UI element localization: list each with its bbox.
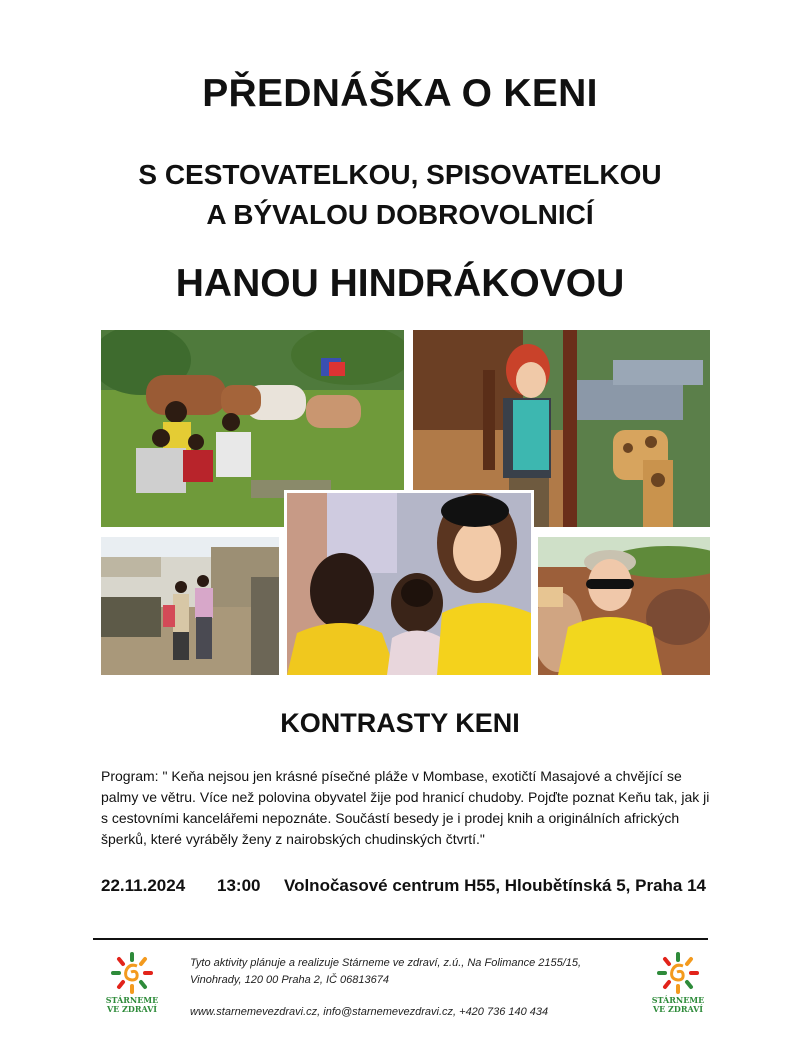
organizer-info: Tyto aktivity plánuje a realizuje Stárneme ve zdraví, z.ú., Na Folimance 2155/15, Vinohrady, 120 00 Praha 2, IČ 06813674: [190, 957, 582, 986]
section-title: KONTRASTY KENI: [280, 708, 520, 738]
event-place: Volnočasové centrum H55, Hloubětínská 5, Praha 14: [284, 876, 707, 895]
program-description: Program: " Keňa nejsou jen krásné písečné pláže v Mombase, exotičtí Masajové a chvějící se palmy ve větru. Více než polovina obyvatel žije pod hranicí chudoby. Pojďte poznat Keňu tak, jak ji s cestovními kancelářemi nepoznáte. Součástí besedy je i prodej knih a originálních afrických šperků, které vyráběly ženy z nairobských chudinských čtvrtí.": [101, 768, 710, 847]
speaker-description-line-1: S CESTOVATELKOU, SPISOVATELKOU: [138, 159, 662, 190]
street-scene-photo: [101, 537, 279, 675]
woman-with-elephants-photo: [538, 537, 710, 675]
speaker-name: HANOU HINDRÁKOVOU: [175, 262, 625, 305]
event-date: 22.11.2024: [101, 876, 186, 895]
logo-text-line-1: STÁRNEME: [105, 995, 159, 1005]
organization-logo-right: [648, 950, 708, 1022]
footer-divider: [93, 938, 708, 940]
family-with-baby-photo: [284, 490, 534, 678]
logo-text-line-2: VE ZDRAVÍ: [652, 1004, 704, 1014]
contact-info: www.starnemevezdravi.cz, info@starnemevezdravi.cz, +420 736 140 434: [190, 1006, 549, 1018]
sun-logo-icon: [109, 950, 155, 996]
speaker-description-line-2: A BÝVALOU DOBROVOLNICÍ: [206, 199, 594, 230]
sun-logo-icon: [655, 950, 701, 996]
logo-text-line-2: VE ZDRAVÍ: [106, 1004, 158, 1014]
organization-logo: [102, 950, 162, 1022]
speaker-description: [0, 155, 800, 235]
logo-text-line-1: STÁRNEME: [651, 995, 705, 1005]
event-title: PŘEDNÁŠKA O KENI: [202, 72, 598, 115]
event-time: 13:00: [217, 876, 261, 895]
